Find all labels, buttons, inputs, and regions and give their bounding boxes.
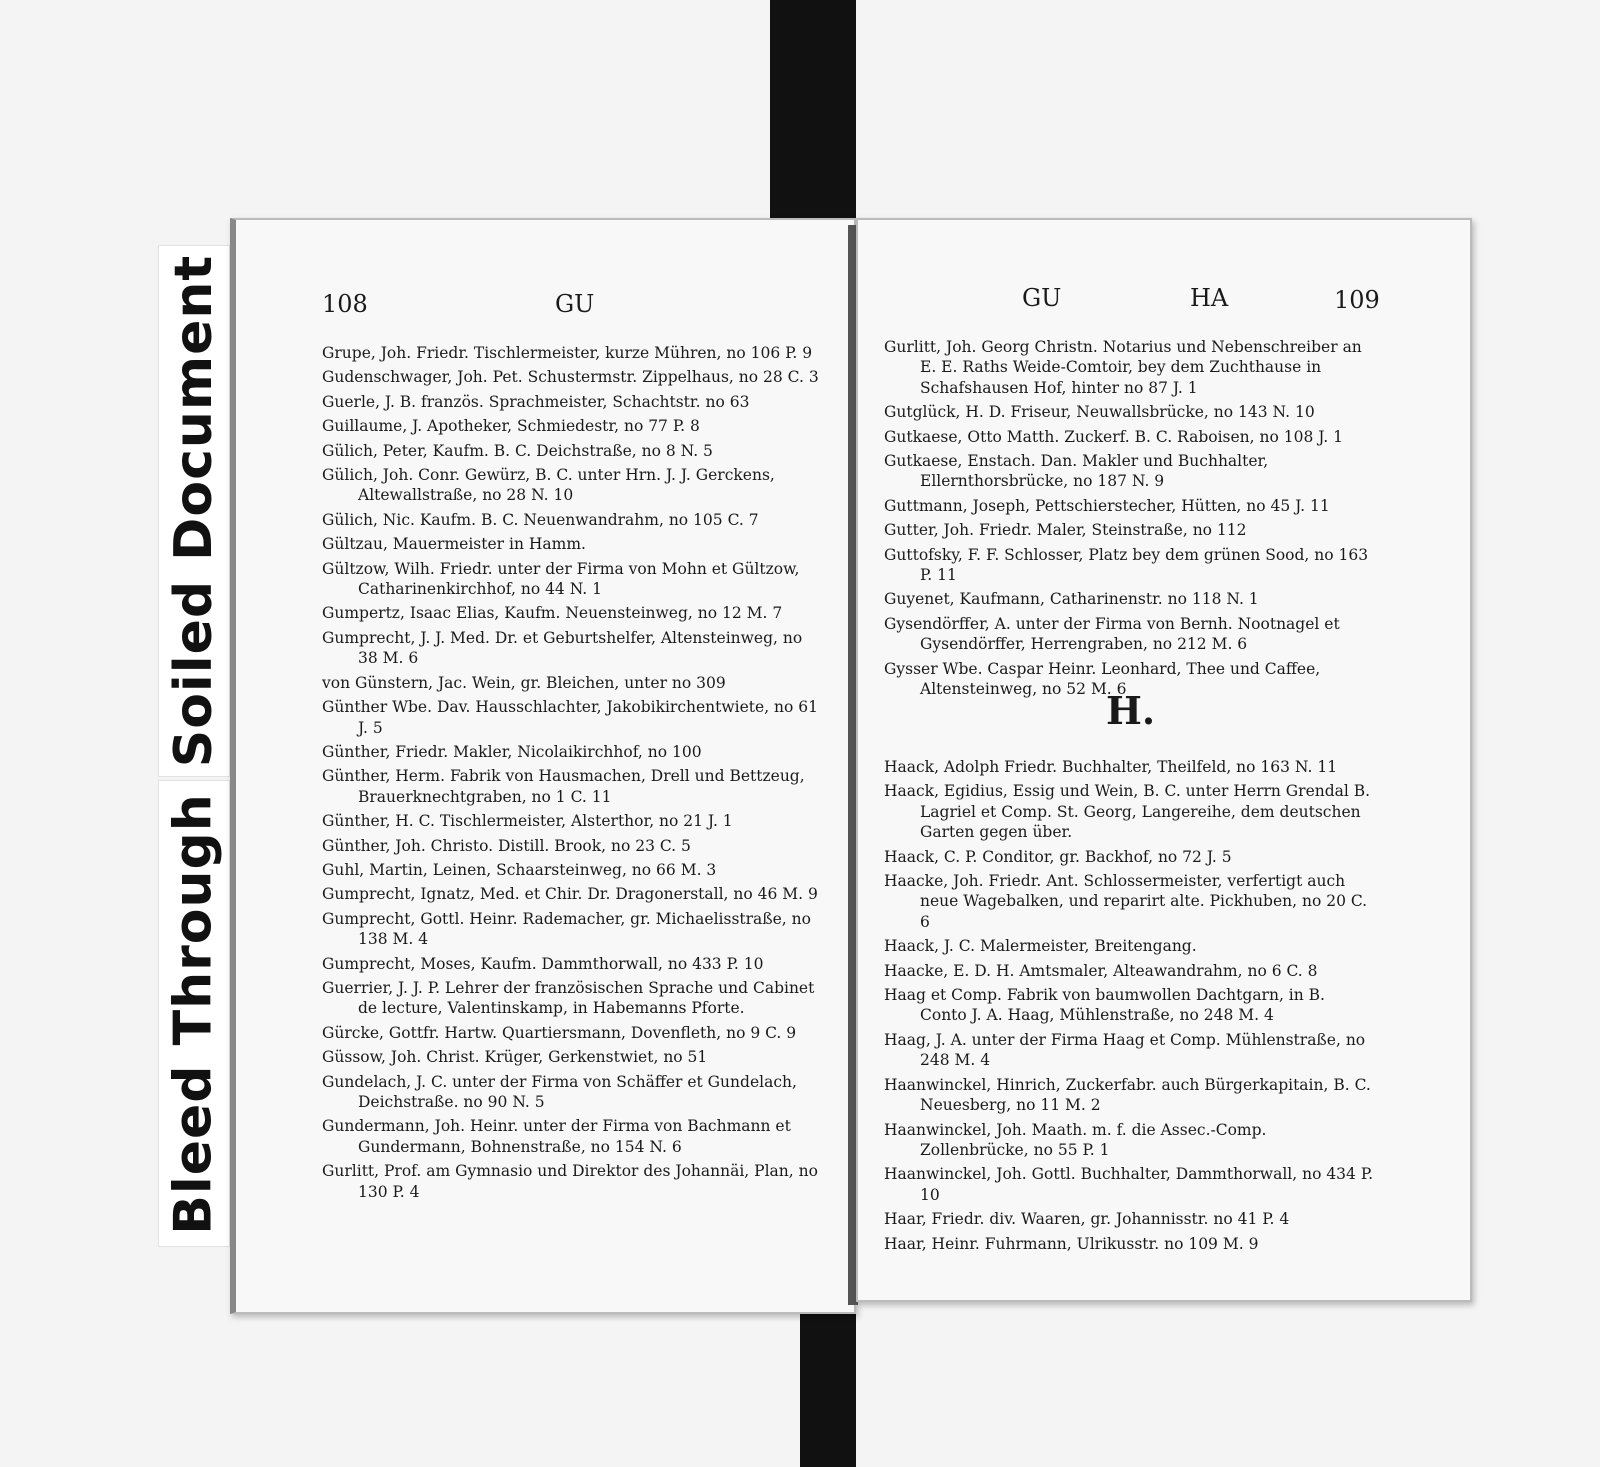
directory-entry: Gülich, Joh. Conr. Gewürz, B. C. unter Hrn. J. J. Gerckens, Altewallstraße, no 28 N. 10 — [322, 466, 775, 505]
directory-entry: Haanwinckel, Joh. Gottl. Buchhalter, Dammthorwall, no 434 P. 10 — [884, 1165, 1374, 1204]
soiled-document-label — [158, 245, 230, 777]
directory-entry: Günther, H. C. Tischlermeister, Alsterthor, no 21 J. 1 — [322, 812, 733, 831]
directory-entry: Haack, Egidius, Essig und Wein, B. C. unter Herrn Grendal B. Lagriel et Comp. St. Georg, Langereihe, dem deutschen Garten gegen über. — [884, 782, 1371, 842]
directory-entry: Gundelach, J. C. unter der Firma von Schäffer et Gundelach, Deichstraße. no 90 N. 5 — [322, 1072, 797, 1111]
directory-entry: Gülich, Nic. Kaufm. B. C. Neuenwandrahm, no 105 C. 7 — [322, 510, 759, 529]
right-page-entries-gu — [884, 337, 1376, 700]
directory-entry: Gundermann, Joh. Heinr. unter der Firma von Bachmann et Gundermann, Bohnenstraße, no 154 N. 6 — [322, 1117, 791, 1156]
spine-shadow-bottom — [800, 1292, 856, 1467]
directory-entry: Gültzau, Mauermeister in Hamm. — [322, 535, 586, 554]
directory-entry: Haack, C. P. Conditor, gr. Backhof, no 72 J. 5 — [884, 847, 1232, 866]
directory-entry: Gumprecht, J. J. Med. Dr. et Geburtshelfer, Altensteinweg, no 38 M. 6 — [322, 628, 803, 668]
directory-entry: Gudenschwager, Joh. Pet. Schustermstr. Zippelhaus, no 28 C. 3 — [322, 368, 819, 387]
directory-entry: Günther, Friedr. Makler, Nicolaikirchhof, no 100 — [322, 742, 702, 761]
directory-entry: Guerle, J. B. französ. Sprachmeister, Schachtstr. no 63 — [322, 392, 750, 411]
directory-entry: Günther, Herm. Fabrik von Hausmachen, Drell und Bettzeug, Brauerknechtgraben, no 1 C. 11 — [322, 767, 805, 806]
directory-entry: Haack, J. C. Malermeister, Breitengang. — [884, 937, 1197, 956]
directory-entry: Gysser Wbe. Caspar Heinr. Leonhard, Thee und Caffee, Altensteinweg, no 52 M. 6 — [884, 659, 1321, 699]
directory-entry: Gutglück, H. D. Friseur, Neuwallsbrücke, no 143 N. 10 — [884, 403, 1315, 422]
directory-entry: Haag et Comp. Fabrik von baumwollen Dachtgarn, in B. Conto J. A. Haag, Mühlenstraße, no 248 M. 4 — [884, 986, 1325, 1025]
directory-entry: Guttofsky, F. F. Schlosser, Platz bey dem grünen Sood, no 163 P. 11 — [884, 545, 1369, 585]
directory-entry: Guerrier, J. J. P. Lehrer der französischen Sprache und Cabinet de lecture, Valentinskamp, in Habemanns Pforte. — [322, 978, 815, 1018]
directory-entry: Guillaume, J. Apotheker, Schmiedestr, no 77 P. 8 — [322, 417, 700, 436]
directory-entry: Haanwinckel, Joh. Maath. m. f. die Assec.-Comp. Zollenbrücke, no 55 P. 1 — [884, 1120, 1267, 1159]
soiled-document-text: Soiled Document — [164, 254, 225, 768]
directory-entry: Günther, Joh. Christo. Distill. Brook, no 23 C. 5 — [322, 836, 691, 855]
directory-entry: Gumprecht, Moses, Kaufm. Dammthorwall, no 433 P. 10 — [322, 954, 764, 973]
directory-entry: Haacke, E. D. H. Amtsmaler, Alteawandrahm, no 6 C. 8 — [884, 961, 1318, 980]
left-page-header: GU — [555, 290, 595, 318]
directory-entry: Gutter, Joh. Friedr. Maler, Steinstraße, no 112 — [884, 521, 1247, 540]
directory-entry: Gumpertz, Isaac Elias, Kaufm. Neuensteinweg, no 12 M. 7 — [322, 604, 783, 623]
directory-entry: Haar, Friedr. div. Waaren, gr. Johannisstr. no 41 P. 4 — [884, 1210, 1290, 1229]
directory-entry: Gutkaese, Otto Matth. Zuckerf. B. C. Raboisen, no 108 J. 1 — [884, 427, 1343, 446]
bleed-through-text: Bleed Through — [164, 792, 225, 1235]
directory-entry: Günther Wbe. Dav. Hausschlachter, Jakobikirchentwiete, no 61 J. 5 — [322, 698, 819, 737]
directory-entry: Haack, Adolph Friedr. Buchhalter, Theilfeld, no 163 N. 11 — [884, 758, 1338, 776]
directory-entry: Haag, J. A. unter der Firma Haag et Comp. Mühlenstraße, no 248 M. 4 — [884, 1030, 1366, 1070]
directory-entry: Gülich, Peter, Kaufm. B. C. Deichstraße, no 8 N. 5 — [322, 441, 713, 460]
left-page-number: 108 — [322, 290, 368, 318]
directory-entry: Gutkaese, Enstach. Dan. Makler und Buchhalter, Ellernthorsbrücke, no 187 N. 9 — [884, 452, 1269, 491]
directory-entry: Haanwinckel, Hinrich, Zuckerfabr. auch Bürgerkapitain, B. C. Neuesberg, no 11 M. 2 — [884, 1075, 1371, 1115]
right-page-header-right: HA — [1190, 284, 1229, 312]
directory-entry: Gürcke, Gottfr. Hartw. Quartiersmann, Dovenfleth, no 9 C. 9 — [322, 1023, 797, 1042]
right-page-entries-ha — [884, 757, 1376, 1254]
directory-entry: Guyenet, Kaufmann, Catharinenstr. no 118 N. 1 — [884, 590, 1259, 609]
directory-entry: von Günstern, Jac. Wein, gr. Bleichen, unter no 309 — [322, 673, 726, 692]
directory-entry: Güssow, Joh. Christ. Krüger, Gerkenstwiet, no 51 — [322, 1048, 708, 1067]
directory-entry: Gumprecht, Gottl. Heinr. Rademacher, gr. Michaelisstraße, no 138 M. 4 — [322, 909, 811, 949]
left-page-entries — [322, 343, 820, 1202]
directory-entry: Gültzow, Wilh. Friedr. unter der Firma von Mohn et Gültzow, Catharinenkirchhof, no 44 N. 1 — [322, 559, 800, 599]
directory-entry: Gurlitt, Prof. am Gymnasio und Direktor des Johannäi, Plan, no 130 P. 4 — [322, 1162, 818, 1201]
directory-entry: Gurlitt, Joh. Georg Christn. Notarius und Nebenschreiber an E. E. Raths Weide-Comtoir, bey dem Zuchthause in Schafshausen Hof, hinter no 87 J. 1 — [884, 338, 1362, 397]
section-letter-h: H. — [1106, 688, 1156, 733]
directory-entry: Grupe, Joh. Friedr. Tischlermeister, kurze Mühren, no 106 P. 9 — [322, 344, 813, 362]
right-page-number: 109 — [1334, 286, 1380, 314]
directory-entry: Haar, Heinr. Fuhrmann, Ulrikusstr. no 109 M. 9 — [884, 1234, 1259, 1253]
directory-entry: Gysendörffer, A. unter der Firma von Bernh. Nootnagel et Gysendörffer, Herrengraben, no 212 M. 6 — [884, 614, 1340, 654]
directory-entry: Gumprecht, Ignatz, Med. et Chir. Dr. Dragonerstall, no 46 M. 9 — [322, 885, 818, 904]
spine-shadow-top — [770, 0, 856, 226]
directory-entry: Guttmann, Joseph, Pettschierstecher, Hütten, no 45 J. 11 — [884, 496, 1330, 515]
bleed-through-label — [158, 780, 230, 1247]
directory-entry: Haacke, Joh. Friedr. Ant. Schlossermeister, verfertigt auch neue Wagebalken, und reparirt alte. Pickhuben, no 20 C. 6 — [884, 872, 1368, 931]
directory-entry: Guhl, Martin, Leinen, Schaarsteinweg, no 66 M. 3 — [322, 860, 717, 879]
right-page-header-left: GU — [1022, 284, 1062, 312]
